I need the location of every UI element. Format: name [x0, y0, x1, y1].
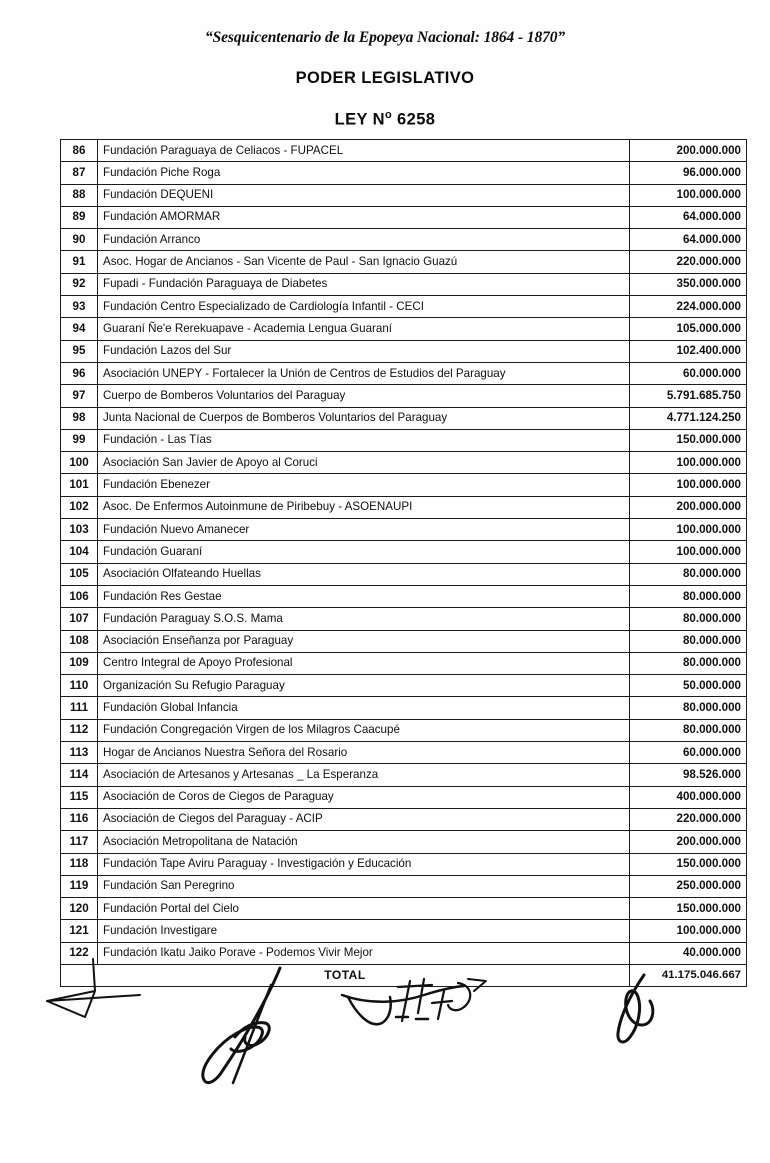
allocation-amount: 100.000.000: [630, 920, 747, 942]
beneficiary-name: Asociación San Javier de Apoyo al Coruci: [98, 452, 630, 474]
beneficiary-name: Fundación - Las Tías: [98, 429, 630, 451]
beneficiary-name: Asociación de Artesanos y Artesanas _ La Esperanza: [98, 764, 630, 786]
beneficiary-name: Fundación AMORMAR: [98, 206, 630, 228]
allocation-amount: 102.400.000: [630, 340, 747, 362]
beneficiary-name: Guaraní Ñe'e Rerekuapave - Academia Lengua Guaraní: [98, 318, 630, 340]
allocation-amount: 80.000.000: [630, 697, 747, 719]
table-row: [61, 697, 747, 719]
row-number: 94: [61, 318, 98, 340]
table-row: [61, 563, 747, 585]
allocation-amount: 105.000.000: [630, 318, 747, 340]
row-number: 92: [61, 273, 98, 295]
row-number: 104: [61, 541, 98, 563]
beneficiary-name: Centro Integral de Apoyo Profesional: [98, 652, 630, 674]
table-row: [61, 340, 747, 362]
allocation-amount: 150.000.000: [630, 429, 747, 451]
allocation-amount: 100.000.000: [630, 519, 747, 541]
row-number: 113: [61, 742, 98, 764]
allocation-amount: 200.000.000: [630, 140, 747, 162]
table-row: [61, 184, 747, 206]
table-row: [61, 206, 747, 228]
beneficiary-name: Asociación Metropolitana de Natación: [98, 831, 630, 853]
table-row: [61, 652, 747, 674]
row-number: 102: [61, 496, 98, 518]
beneficiary-name: Fundación Ebenezer: [98, 474, 630, 496]
table-row: [61, 630, 747, 652]
table-row: [61, 898, 747, 920]
allocation-amount: 80.000.000: [630, 630, 747, 652]
row-number: 90: [61, 229, 98, 251]
table-row: [61, 875, 747, 897]
law-title: [0, 86, 770, 128]
beneficiary-name: Asoc. De Enfermos Autoinmune de Piribebuy - ASOENAUPI: [98, 496, 630, 518]
beneficiary-name: Asociación Olfateando Huellas: [98, 563, 630, 585]
beneficiary-name: Hogar de Ancianos Nuestra Señora del Rosario: [98, 742, 630, 764]
row-number: 105: [61, 563, 98, 585]
table-body: [61, 140, 747, 987]
beneficiary-name: Fundación Global Infancia: [98, 697, 630, 719]
row-number: 103: [61, 519, 98, 541]
row-number: 119: [61, 875, 98, 897]
allocation-amount: 200.000.000: [630, 496, 747, 518]
allocation-amount: 220.000.000: [630, 808, 747, 830]
row-number: 93: [61, 296, 98, 318]
allocation-amount: 60.000.000: [630, 362, 747, 384]
law-prefix: LEY N: [334, 110, 385, 129]
table-row: [61, 808, 747, 830]
table-row: [61, 452, 747, 474]
table-row: [61, 764, 747, 786]
table-row: [61, 229, 747, 251]
table-row: [61, 742, 747, 764]
row-number: 97: [61, 385, 98, 407]
beneficiary-name: Fundación Lazos del Sur: [98, 340, 630, 362]
row-number: 87: [61, 162, 98, 184]
table-row: [61, 429, 747, 451]
table-row: [61, 251, 747, 273]
row-number: 95: [61, 340, 98, 362]
table-row: [61, 273, 747, 295]
allocation-amount: 80.000.000: [630, 608, 747, 630]
row-number: 99: [61, 429, 98, 451]
allocation-amount: 64.000.000: [630, 229, 747, 251]
beneficiary-name: Cuerpo de Bomberos Voluntarios del Paraguay: [98, 385, 630, 407]
allocation-amount: 4.771.124.250: [630, 407, 747, 429]
row-number: 106: [61, 585, 98, 607]
government-branch-title: PODER LEGISLATIVO: [295, 68, 475, 87]
allocation-amount: 50.000.000: [630, 675, 747, 697]
beneficiary-name: Asociación Enseñanza por Paraguay: [98, 630, 630, 652]
row-number: 109: [61, 652, 98, 674]
table-row: [61, 362, 747, 384]
allocation-amount: 220.000.000: [630, 251, 747, 273]
table-row: [61, 853, 747, 875]
law-number: 6258: [392, 110, 436, 129]
beneficiary-name: Fundación Centro Especializado de Cardiología Infantil - CECI: [98, 296, 630, 318]
beneficiary-name: Fundación Nuevo Amanecer: [98, 519, 630, 541]
table-row: [61, 318, 747, 340]
table-row: [61, 296, 747, 318]
beneficiary-name: Fundación Paraguay S.O.S. Mama: [98, 608, 630, 630]
row-number: 89: [61, 206, 98, 228]
row-number: 88: [61, 184, 98, 206]
beneficiary-allocation-table: [60, 139, 741, 987]
beneficiary-name: Fundación Investigare: [98, 920, 630, 942]
beneficiary-name: Fundación Tape Aviru Paraguay - Investigación y Educación: [98, 853, 630, 875]
table-row: [61, 162, 747, 184]
table-row: [61, 140, 747, 162]
row-number: 86: [61, 140, 98, 162]
row-number: 107: [61, 608, 98, 630]
allocation-amount: 350.000.000: [630, 273, 747, 295]
row-number: 112: [61, 719, 98, 741]
table-row: [61, 719, 747, 741]
table-row: [61, 519, 747, 541]
allocation-amount: 96.000.000: [630, 162, 747, 184]
beneficiary-name: Asoc. Hogar de Ancianos - San Vicente de Paul - San Ignacio Guazú: [98, 251, 630, 273]
allocation-amount: 224.000.000: [630, 296, 747, 318]
allocation-amount: 80.000.000: [630, 563, 747, 585]
law-ordinal-marker: o: [384, 109, 393, 121]
table-row: [61, 541, 747, 563]
table-row: [61, 385, 747, 407]
beneficiary-name: Fundación Res Gestae: [98, 585, 630, 607]
beneficiary-name: Fundación Piche Roga: [98, 162, 630, 184]
beneficiary-name: Fundación Paraguaya de Celiacos - FUPACEL: [98, 140, 630, 162]
allocation-amount: 100.000.000: [630, 541, 747, 563]
row-number: 111: [61, 697, 98, 719]
row-number: 120: [61, 898, 98, 920]
allocation-amount: 100.000.000: [630, 452, 747, 474]
beneficiary-name: Fundación Arranco: [98, 229, 630, 251]
table-row: [61, 786, 747, 808]
beneficiary-name: Asociación de Ciegos del Paraguay - ACIP: [98, 808, 630, 830]
beneficiary-name: Fundación Congregación Virgen de los Milagros Caacupé: [98, 719, 630, 741]
allocation-amount: 60.000.000: [630, 742, 747, 764]
beneficiary-name: Junta Nacional de Cuerpos de Bomberos Voluntarios del Paraguay: [98, 407, 630, 429]
table-row: [61, 608, 747, 630]
row-number: 100: [61, 452, 98, 474]
row-number: 118: [61, 853, 98, 875]
beneficiary-name: Organización Su Refugio Paraguay: [98, 675, 630, 697]
allocation-amount: 80.000.000: [630, 719, 747, 741]
document-header: [0, 0, 770, 128]
row-number: 115: [61, 786, 98, 808]
row-number: 117: [61, 831, 98, 853]
allocation-amount: 80.000.000: [630, 652, 747, 674]
row-number: 96: [61, 362, 98, 384]
total-label: TOTAL: [61, 964, 630, 986]
row-number: 91: [61, 251, 98, 273]
allocation-amount: 200.000.000: [630, 831, 747, 853]
row-number: 116: [61, 808, 98, 830]
row-number: 108: [61, 630, 98, 652]
row-number: 98: [61, 407, 98, 429]
row-number: 114: [61, 764, 98, 786]
row-number: 122: [61, 942, 98, 964]
beneficiary-name: Fundación Portal del Cielo: [98, 898, 630, 920]
allocation-amount: 100.000.000: [630, 184, 747, 206]
beneficiary-name: Fundación San Peregrino: [98, 875, 630, 897]
beneficiary-name: Fundación Guaraní: [98, 541, 630, 563]
table-row: [61, 474, 747, 496]
allocation-amount: 150.000.000: [630, 853, 747, 875]
row-number: 101: [61, 474, 98, 496]
row-number: 110: [61, 675, 98, 697]
beneficiary-name: Fundación DEQUENI: [98, 184, 630, 206]
table-row: [61, 496, 747, 518]
table-row: [61, 831, 747, 853]
beneficiary-name: Fupadi - Fundación Paraguaya de Diabetes: [98, 273, 630, 295]
beneficiary-name: Fundación Ikatu Jaiko Porave - Podemos Vivir Mejor: [98, 942, 630, 964]
beneficiary-name: Asociación UNEPY - Fortalecer la Unión de Centros de Estudios del Paraguay: [98, 362, 630, 384]
total-amount: 41.175.046.667: [630, 964, 747, 986]
allocation-amount: 100.000.000: [630, 474, 747, 496]
table-row: [61, 942, 747, 964]
allocation-amount: 250.000.000: [630, 875, 747, 897]
beneficiary-name: Asociación de Coros de Ciegos de Paraguay: [98, 786, 630, 808]
allocation-amount: 150.000.000: [630, 898, 747, 920]
table-row: [61, 920, 747, 942]
allocation-amount: 400.000.000: [630, 786, 747, 808]
allocation-amount: 40.000.000: [630, 942, 747, 964]
allocation-amount: 98.526.000: [630, 764, 747, 786]
allocation-amount: 5.791.685.750: [630, 385, 747, 407]
allocation-amount: 64.000.000: [630, 206, 747, 228]
row-number: 121: [61, 920, 98, 942]
national-motto: “Sesquicentenario de la Epopeya Nacional: 1864 - 1870”: [204, 29, 566, 46]
table-row: [61, 675, 747, 697]
table-total-row: [61, 964, 747, 986]
table-row: [61, 407, 747, 429]
table-row: [61, 585, 747, 607]
allocation-amount: 80.000.000: [630, 585, 747, 607]
